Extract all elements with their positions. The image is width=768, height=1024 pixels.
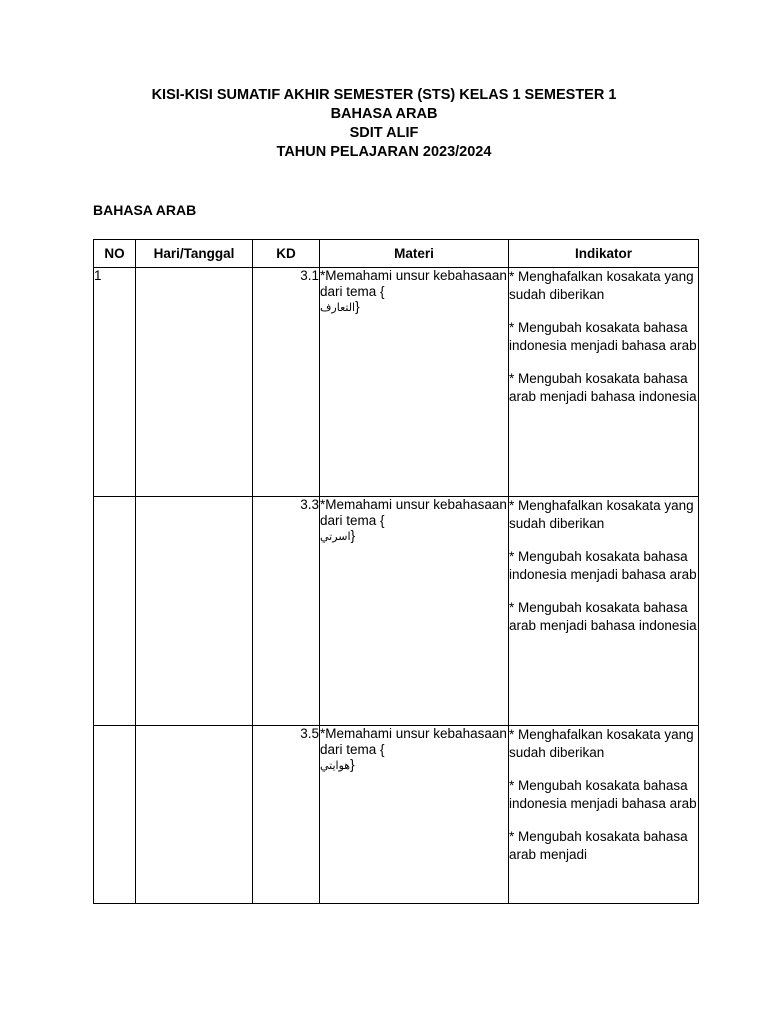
column-header-kd: KD <box>253 240 320 268</box>
document-header <box>0 86 768 162</box>
column-header-materi: Materi <box>320 240 509 268</box>
indikator-item: * Mengubah kosakata bahasa arab menjadi <box>509 829 688 862</box>
header-subject: BAHASA ARAB <box>330 106 438 122</box>
cell-materi <box>320 268 509 497</box>
cell-materi <box>320 726 509 904</box>
cell-hari-tanggal <box>136 268 253 497</box>
cell-kd: 3.5 <box>253 726 320 904</box>
materi-arabic-theme: اسرتي <box>320 530 351 543</box>
materi-close-brace: } <box>355 299 360 314</box>
table-row <box>94 497 699 726</box>
indikator-item: * Menghafalkan kosakata yang sudah diberikan <box>509 269 694 302</box>
cell-no <box>94 497 136 726</box>
section-label: BAHASA ARAB <box>93 202 197 218</box>
indikator-item: * Mengubah kosakata bahasa arab menjadi bahasa indonesia <box>509 371 697 404</box>
indikator-item: * Mengubah kosakata bahasa indonesia menjadi bahasa arab <box>509 549 697 582</box>
materi-arabic-theme: هوايتي <box>320 759 351 772</box>
materi-text: *Memahami unsur kebahasaan dari tema { <box>320 268 507 299</box>
indikator-item: * Mengubah kosakata bahasa arab menjadi bahasa indonesia <box>509 600 697 633</box>
cell-materi <box>320 497 509 726</box>
column-header-no: NO <box>94 240 136 268</box>
header-title: KISI-KISI SUMATIF AKHIR SEMESTER (STS) KELAS 1 SEMESTER 1 <box>151 87 617 103</box>
header-academic-year: TAHUN PELAJARAN 2023/2024 <box>276 144 492 160</box>
cell-hari-tanggal <box>136 497 253 726</box>
cell-indikator <box>509 726 699 904</box>
indikator-item: * Menghafalkan kosakata yang sudah diberikan <box>509 727 694 760</box>
indikator-item: * Mengubah kosakata bahasa indonesia menjadi bahasa arab <box>509 778 697 811</box>
cell-no: 1 <box>94 268 136 497</box>
kisi-kisi-table <box>93 239 699 904</box>
cell-indikator <box>509 497 699 726</box>
cell-kd: 3.1 <box>253 268 320 497</box>
cell-no <box>94 726 136 904</box>
column-header-hari-tanggal: Hari/Tanggal <box>136 240 253 268</box>
cell-hari-tanggal <box>136 726 253 904</box>
indikator-item: * Mengubah kosakata bahasa indonesia menjadi bahasa arab <box>509 320 697 353</box>
materi-text: *Memahami unsur kebahasaan dari tema { <box>320 726 507 757</box>
table-row <box>94 268 699 497</box>
header-school: SDIT ALIF <box>349 125 419 141</box>
materi-close-brace: } <box>350 757 355 772</box>
indikator-item: * Menghafalkan kosakata yang sudah diberikan <box>509 498 694 531</box>
table-header-row <box>94 240 699 268</box>
materi-close-brace: } <box>350 528 356 543</box>
cell-kd: 3.3 <box>253 497 320 726</box>
column-header-indikator: Indikator <box>509 240 699 268</box>
cell-indikator <box>509 268 699 497</box>
table-row <box>94 726 699 904</box>
materi-arabic-theme: التعارف <box>320 301 356 314</box>
materi-text: *Memahami unsur kebahasaan dari tema { <box>320 497 507 528</box>
